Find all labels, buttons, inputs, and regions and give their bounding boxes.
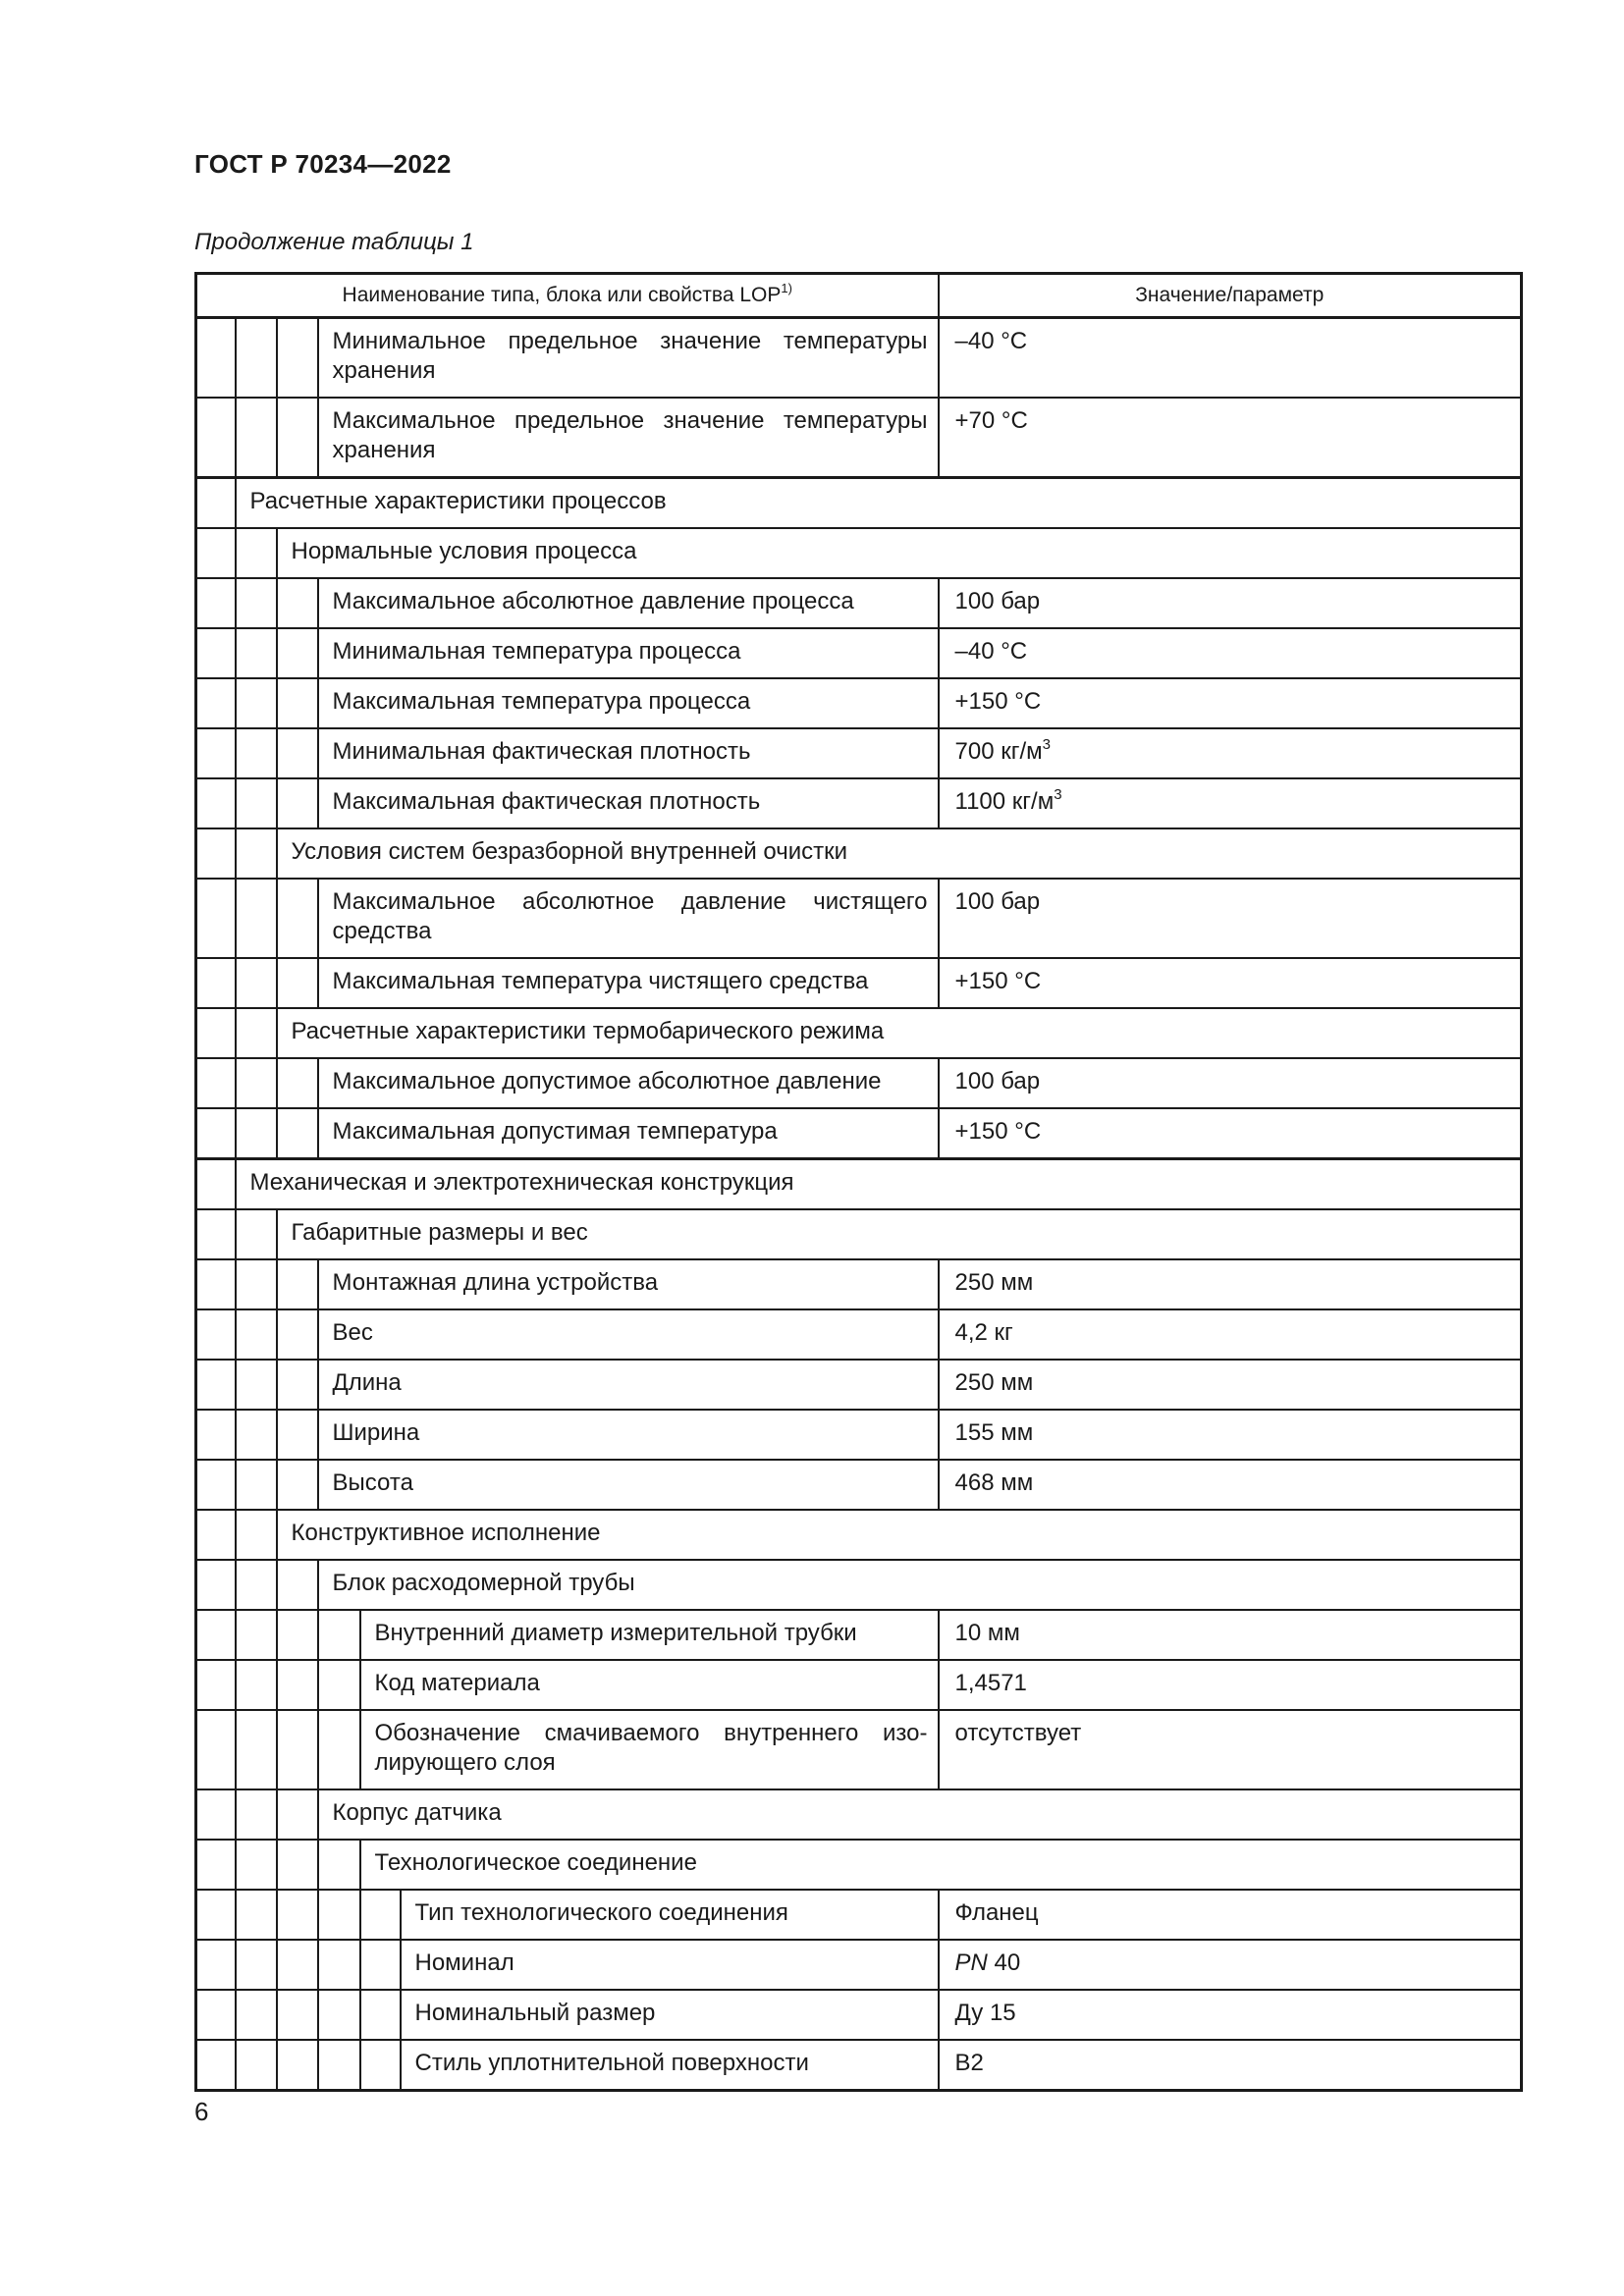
indent-cell [196,1510,236,1560]
row-name-cell [318,1410,939,1460]
row-name-cell [401,1890,939,1940]
indent-cell [196,398,236,478]
indent-cell [277,578,318,628]
indent-cell [277,1360,318,1410]
row-name-cell [236,478,1522,529]
table-row [196,578,1522,628]
row-name: Технологическое соединение [374,1849,697,1876]
indent-cell [236,1209,277,1259]
row-name-cell [277,1008,1522,1058]
row-name-cell [401,1990,939,2040]
indent-cell [196,1660,236,1710]
column-header-name-text: Наименование типа, блока или свойства LOP [342,284,782,306]
row-name-cell [318,628,939,678]
row-name-cell [318,1259,939,1309]
indent-cell [318,1840,360,1890]
row-value-cell [939,1710,1522,1789]
table-row [196,1789,1522,1840]
row-name: Тип технологического соединения [414,1899,788,1926]
indent-cell [277,678,318,728]
row-name: Длина [332,1369,402,1396]
indent-cell [277,728,318,778]
indent-cell [196,1890,236,1940]
row-value-cell [939,1058,1522,1108]
indent-cell [318,1940,360,1990]
indent-cell [236,1890,277,1940]
row-name: Максимальное абсолютное давление процесса [332,588,854,614]
indent-cell [236,1008,277,1058]
indent-cell [236,1108,277,1159]
row-name-cell [318,318,939,399]
row-name-cell [236,1159,1522,1210]
specification-table [194,272,1523,2092]
row-name: Монтажная длина устройства [332,1269,659,1296]
indent-cell [196,1008,236,1058]
indent-cell [277,1940,318,1990]
row-value: B2 [954,2050,984,2076]
indent-cell [236,1789,277,1840]
row-name: Условия систем безразборной внутренней очистки [291,838,848,865]
row-value: 250 мм [954,1269,1034,1296]
row-name: Высота [332,1469,413,1496]
row-value-cell [939,1460,1522,1510]
indent-cell [236,1058,277,1108]
indent-cell [360,1990,401,2040]
indent-cell [277,318,318,399]
row-value: отсутствует [954,1720,1082,1746]
indent-cell [196,828,236,879]
row-name-cell [318,1560,1522,1610]
indent-cell [196,958,236,1008]
table-row [196,1890,1522,1940]
table-row [196,398,1522,478]
row-name: Механическая и электротехническая конструкция [249,1169,794,1196]
row-name-cell [318,678,939,728]
row-value: 468 мм [954,1469,1034,1496]
indent-cell [196,1259,236,1309]
indent-cell [196,678,236,728]
row-value-italic: PN [954,1949,988,1976]
row-name: Максимальное допустимое абсолютное давление [332,1068,882,1095]
table-row [196,2040,1522,2091]
row-name: Номинальный размер [414,2000,656,2026]
document-header: ГОСТ Р 70234—2022 [194,149,452,179]
indent-cell [277,958,318,1008]
row-name: Максимальная допустимая температура [332,1118,778,1145]
row-value: 1100 кг/м [954,788,1055,815]
row-name: Конструктивное исполнение [291,1520,601,1546]
indent-cell [236,1259,277,1309]
row-value-cell [939,1890,1522,1940]
indent-cell [236,1940,277,1990]
row-value: 100 бар [954,588,1041,614]
table-row [196,879,1522,958]
indent-cell [236,1410,277,1460]
row-name-cell [360,1660,939,1710]
page-number: 6 [194,2097,209,2126]
row-name-cell [401,1940,939,1990]
table-row [196,1259,1522,1309]
row-name: Внутренний диаметр измерительной трубки [374,1620,857,1646]
row-value-superscript: 3 [1042,736,1051,753]
row-value-cell [939,728,1522,778]
row-name: Минимальное предельное значение температуры хранения [332,328,928,384]
indent-cell [277,1840,318,1890]
table-row [196,1510,1522,1560]
table-row [196,958,1522,1008]
row-value-cell [939,2040,1522,2091]
indent-cell [360,1940,401,1990]
indent-cell [236,1460,277,1510]
indent-cell [236,1610,277,1660]
row-value: 10 мм [954,1620,1020,1646]
indent-cell [277,1259,318,1309]
table-row [196,1108,1522,1159]
indent-cell [277,1108,318,1159]
table-caption: Продолжение таблицы 1 [194,229,474,255]
row-value-cell [939,318,1522,399]
table-row [196,528,1522,578]
table-row [196,1710,1522,1789]
indent-cell [196,1789,236,1840]
row-name: Минимальная температура процесса [332,638,741,665]
indent-cell [318,1890,360,1940]
indent-cell [318,1610,360,1660]
row-value-cell [939,678,1522,728]
table-row [196,1660,1522,1710]
indent-cell [277,879,318,958]
indent-cell [236,828,277,879]
column-header-name [196,274,939,318]
table-row [196,1058,1522,1108]
indent-cell [277,1410,318,1460]
indent-cell [196,1990,236,2040]
row-value: +70 °C [954,407,1028,434]
row-value-cell [939,628,1522,678]
indent-cell [196,1840,236,1890]
row-name-cell [360,1610,939,1660]
footnote-marker: 1) [781,281,792,295]
table-row [196,628,1522,678]
row-value-cell [939,778,1522,828]
indent-cell [236,1990,277,2040]
table-row [196,1008,1522,1058]
table-header-row [196,274,1522,318]
row-name: Вес [332,1319,373,1346]
row-name-cell [318,728,939,778]
table-row [196,1560,1522,1610]
indent-cell [236,578,277,628]
indent-cell [236,678,277,728]
indent-cell [196,1460,236,1510]
indent-cell [360,2040,401,2091]
row-value: 100 бар [954,888,1041,915]
row-name: Расчетные характеристики процессов [249,488,667,514]
indent-cell [236,398,277,478]
row-name-cell [318,958,939,1008]
row-value: 40 [987,1949,1021,1976]
indent-cell [236,1560,277,1610]
indent-cell [236,778,277,828]
indent-cell [196,318,236,399]
row-value-cell [939,1940,1522,1990]
row-value: 155 мм [954,1419,1034,1446]
table-row [196,1990,1522,2040]
indent-cell [277,1309,318,1360]
row-name: Блок расходомерной трубы [332,1570,635,1596]
indent-cell [196,1710,236,1789]
row-name-cell [318,778,939,828]
indent-cell [277,1560,318,1610]
row-name-cell [277,528,1522,578]
indent-cell [277,1890,318,1940]
row-name: Максимальное абсолютное давление чистящего средства [332,888,928,944]
row-name-cell [401,2040,939,2091]
indent-cell [236,728,277,778]
row-value-cell [939,879,1522,958]
indent-cell [196,528,236,578]
table-row [196,728,1522,778]
indent-cell [277,628,318,678]
indent-cell [196,1209,236,1259]
row-value-cell [939,1360,1522,1410]
indent-cell [277,1660,318,1710]
row-name: Расчетные характеристики термобарического режима [291,1018,885,1044]
row-name-cell [318,879,939,958]
indent-cell [196,1108,236,1159]
indent-cell [196,1058,236,1108]
indent-cell [277,1460,318,1510]
row-name-cell [318,1460,939,1510]
indent-cell [196,628,236,678]
indent-cell [236,1840,277,1890]
row-value-cell [939,1108,1522,1159]
indent-cell [196,1940,236,1990]
indent-cell [236,318,277,399]
indent-cell [236,1510,277,1560]
row-name: Максимальная температура чистящего средства [332,968,869,994]
indent-cell [277,1710,318,1789]
row-name: Габаритные размеры и вес [291,1219,588,1246]
table-row [196,1940,1522,1990]
indent-cell [196,879,236,958]
row-name: Код материала [374,1670,540,1696]
indent-cell [236,879,277,958]
table-row [196,678,1522,728]
indent-cell [196,1159,236,1210]
row-value-cell [939,1990,1522,2040]
row-value-superscript: 3 [1054,786,1062,803]
row-value: Фланец [954,1899,1039,1926]
indent-cell [196,1360,236,1410]
indent-cell [236,628,277,678]
row-name: Нормальные условия процесса [291,538,637,564]
row-value-cell [939,958,1522,1008]
indent-cell [236,528,277,578]
indent-cell [318,1990,360,2040]
row-name: Максимальное предельное значение температуры хранения [332,407,928,463]
indent-cell [277,2040,318,2091]
row-name-cell [277,1510,1522,1560]
table-row [196,828,1522,879]
row-name: Максимальная фактическая плотность [332,788,761,815]
table-row [196,1840,1522,1890]
row-value: 700 кг/м [954,738,1043,765]
row-value: Ду 15 [954,2000,1016,2026]
row-value-cell [939,1660,1522,1710]
row-name: Ширина [332,1419,420,1446]
indent-cell [236,2040,277,2091]
indent-cell [196,1560,236,1610]
table-row [196,1460,1522,1510]
table-row [196,1209,1522,1259]
row-value-cell [939,578,1522,628]
table-row [196,318,1522,399]
indent-cell [318,2040,360,2091]
row-name: Обозначение смачиваемого внутреннего изо- лирующего слоя [374,1720,928,1776]
indent-cell [318,1710,360,1789]
row-name: Максимальная температура процесса [332,688,751,715]
indent-cell [360,1890,401,1940]
indent-cell [196,728,236,778]
row-name-cell [318,1360,939,1410]
table-row [196,1410,1522,1460]
row-value: +150 °C [954,1118,1042,1145]
table-row [196,478,1522,529]
row-value-cell [939,1610,1522,1660]
indent-cell [277,398,318,478]
row-value: 100 бар [954,1068,1041,1095]
row-value: 1,4571 [954,1670,1027,1696]
row-name-cell [277,1209,1522,1259]
table-row [196,1159,1522,1210]
row-name: Стиль уплотнительной поверхности [414,2050,809,2076]
table-row [196,778,1522,828]
indent-cell [277,1990,318,2040]
row-name-cell [318,398,939,478]
indent-cell [277,778,318,828]
row-name-cell [318,1789,1522,1840]
indent-cell [196,778,236,828]
row-name-cell [277,828,1522,879]
row-value: –40 °C [954,328,1028,354]
row-value: –40 °C [954,638,1028,665]
row-value-cell [939,1259,1522,1309]
row-name-cell [360,1710,939,1789]
indent-cell [236,1360,277,1410]
indent-cell [236,958,277,1008]
row-value: +150 °C [954,968,1042,994]
row-value-cell [939,1309,1522,1360]
row-name-cell [318,1108,939,1159]
row-value-cell [939,1410,1522,1460]
row-name: Минимальная фактическая плотность [332,738,751,765]
indent-cell [318,1660,360,1710]
indent-cell [236,1309,277,1360]
indent-cell [277,1058,318,1108]
indent-cell [196,2040,236,2091]
table-row [196,1309,1522,1360]
row-name-cell [318,1058,939,1108]
table-row [196,1610,1522,1660]
row-value: 4,2 кг [954,1319,1013,1346]
indent-cell [196,1610,236,1660]
row-name-cell [318,1309,939,1360]
column-header-value: Значение/параметр [939,274,1522,318]
indent-cell [236,1710,277,1789]
row-value-cell [939,398,1522,478]
row-name-cell [360,1840,1522,1890]
row-name-cell [318,578,939,628]
row-value: 250 мм [954,1369,1034,1396]
indent-cell [277,1610,318,1660]
indent-cell [277,1789,318,1840]
indent-cell [196,578,236,628]
indent-cell [196,1309,236,1360]
row-name: Корпус датчика [332,1799,502,1826]
row-value: +150 °C [954,688,1042,715]
indent-cell [236,1660,277,1710]
indent-cell [196,1410,236,1460]
table-row [196,1360,1522,1410]
indent-cell [196,478,236,529]
row-name: Номинал [414,1949,514,1976]
